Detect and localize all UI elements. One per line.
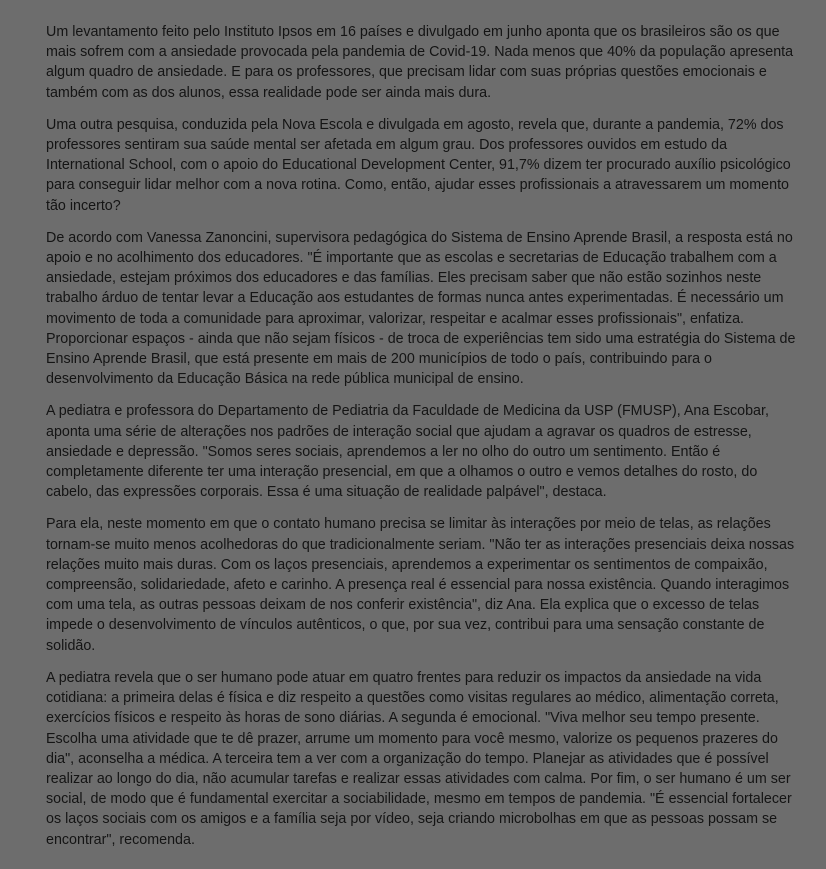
paragraph-ana-escobar: A pediatra e professora do Departamento de Pediatria da Faculdade de Medicina da USP (FMUSP), Ana Escobar, aponta uma série de alterações nos padrões de interação social que ajudam a agravar os quadros de estresse, ansiedade e depressão. "Somos seres sociais, aprendemos a ler no olho do outro um sentimento. Então é completamente diferente ter uma interação presencial, em que a olhamos o outro e vemos detalhes do rosto, do cabelo, das expressões corporais. Essa é uma situação de realidade palpável", destaca. (46, 403, 769, 501)
paragraph-four-fronts: A pediatra revela que o ser humano pode atuar em quatro frentes para reduzir os impactos da ansiedade na vida cotidiana: a primeira delas é física e diz respeito a questões como visitas regulares ao médico, alimentação correta, exercícios físicos e respeito às horas de sono diárias. A segunda é emocional. "Viva melhor seu tempo presente. Escolha uma atividade que te dê prazer, arrume um momento para você mesmo, valorize os pequenos prazeres do dia", aconselha a médica. A terceira tem a ver com a organização do tempo. Planejar as atividades que é possível realizar ao longo do dia, não acumular tarefas e realizar essas atividades com calma. Por fim, o ser humano é um ser social, de modo que é fundamental exercitar a sociabilidade, mesmo em tempos de pandemia. "É essencial fortalecer os laços sociais com os amigos e a família seja por vídeo, seja criando microbolhas em que as pessoas possam se encontrar", recomenda. (46, 669, 792, 848)
paragraph-ipsos-survey: Um levantamento feito pelo Instituto Ipsos em 16 países e divulgado em junho aponta que os brasileiros são os que mais sofrem com a ansiedade provocada pela pandemia de Covid-19. Nada menos que 40% da população apresenta algum quadro de ansiedade. E para os professores, que precisam lidar com suas próprias questões emocionais e também com as dos alunos, essa realidade pode ser ainda mais dura. (46, 24, 794, 101)
paragraph-vanessa-zanoncini: De acordo com Vanessa Zanoncini, supervisora pedagógica do Sistema de Ensino Aprende Brasil, a resposta está no apoio e no acolhimento dos educadores. "É importante que as escolas e secretarias de Educação trabalhem com a ansiedade, estejam próximos dos educadores e das famílias. Eles precisam saber que não estão sozinhos neste trabalho árduo de tentar levar a Educação aos estudantes de formas nunca antes experimentadas. É necessário um movimento de toda a comunidade para aproximar, valorizar, respeitar e acalmar esses profissionais", enfatiza. Proporcionar espaços - ainda que não sejam físicos - de troca de experiências tem sido uma estratégia do Sistema de Ensino Aprende Brasil, que está presente em mais de 200 municípios de todo o país, contribuindo para o desenvolvimento da Educação Básica na rede pública municipal de ensino. (46, 229, 796, 388)
paragraph-nova-escola-survey: Uma outra pesquisa, conduzida pela Nova Escola e divulgada em agosto, revela que, durante a pandemia, 72% dos professores sentiram sua saúde mental ser afetada em algum grau. Dos professores ouvidos em estudo da International School, com o apoio do Educational Development Center, 91,7% dizem ter procurado auxílio psicológico para conseguir lidar melhor com a nova rotina. Como, então, ajudar esses profissionais a atravessarem um momento tão incerto? (46, 116, 791, 214)
paragraph-screen-interactions: Para ela, neste momento em que o contato humano precisa se limitar às interações por meio de telas, as relações tornam-se muito menos acolhedoras do que tradicionalmente seriam. "Não ter as interações presenciais deixa nossas relações muito mais duras. Com os laços presenciais, aprendemos a experimentar os sentimentos de compaixão, compreensão, solidariedade, afeto e carinho. A presença real é essencial para nossa existência. Quando interagimos com uma tela, as outras pessoas deixam de nos conferir existência", diz Ana. Ela explica que o excesso de telas impede o desenvolvimento de vínculos autênticos, o que, por sua vez, contribui para uma sensação constante de solidão. (46, 516, 795, 654)
article-body (46, 22, 801, 862)
